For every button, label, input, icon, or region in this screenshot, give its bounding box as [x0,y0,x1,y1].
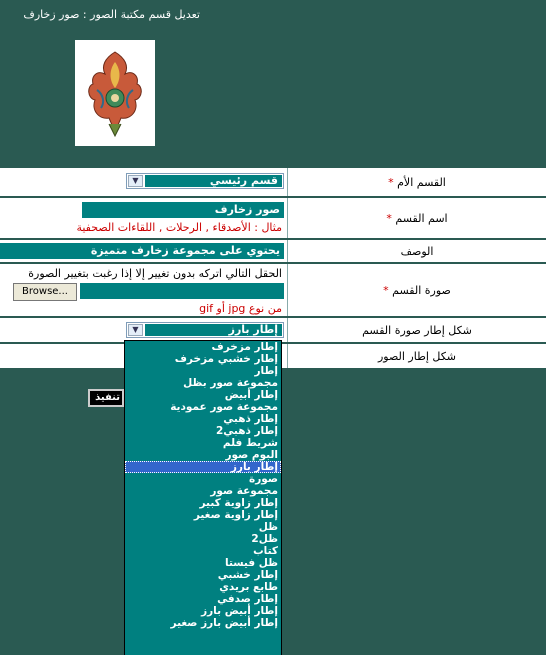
chevron-down-icon: ▼ [128,175,143,187]
dropdown-option[interactable]: طابع بريدي [219,581,278,593]
image-frame-row [0,318,546,342]
dropdown-option[interactable]: إطار ذهبي [223,413,278,425]
description-label: الوصف [400,244,434,258]
page-title: تعديل قسم مكتبة الصور : صور زخارف [23,8,200,21]
parent-section-value: قسم رئيسي [145,175,282,187]
parent-section-label: القسم الأم [397,175,446,189]
dropdown-option[interactable]: شريط فلم [222,437,278,449]
section-image-label: صورة القسم [392,283,451,297]
dropdown-option[interactable]: ظل [258,521,278,533]
section-thumbnail [75,40,155,146]
dropdown-option[interactable]: إطار أبيض [224,389,278,401]
parent-section-row [0,168,546,196]
dropdown-option[interactable]: إطار زاوية صغير [193,509,278,521]
dropdown-option[interactable]: إطار أبيض بارز صغير [170,617,278,629]
description-row [0,240,546,262]
image-frame-select[interactable] [126,322,284,338]
dropdown-option[interactable]: صورة [249,473,278,485]
section-name-example: مثال : الأصدقاء , الرحلات , اللقاءات الصحفية [76,221,282,234]
dropdown-option[interactable]: إطار بارز [125,461,281,473]
dropdown-option[interactable]: إطار أبيض بارز [201,605,278,617]
section-name-input[interactable]: صور زخارف [82,202,284,218]
dropdown-option[interactable]: إطار خشبي [217,569,278,581]
dropdown-option[interactable]: كتاب [253,545,278,557]
dropdown-option[interactable]: ظل2 [251,533,278,545]
dropdown-option[interactable]: إطار صدفي [217,593,278,605]
required-mark: * [386,211,392,225]
image-frame-value: إطار بارز [145,324,282,336]
image-path-input[interactable] [80,283,284,299]
dropdown-option[interactable]: ظل فيستا [225,557,278,569]
images-frame-label: شكل إطار الصور [377,349,457,363]
parent-section-select[interactable] [126,173,284,189]
dropdown-option[interactable]: إطار زاوية كبير [199,497,278,509]
chevron-down-icon: ▼ [128,324,143,336]
dropdown-option[interactable]: إطار مزخرف [211,341,278,353]
dropdown-option[interactable]: إطار ذهبي2 [215,425,278,437]
dropdown-option[interactable]: إطار [254,365,278,377]
section-name-row [0,198,546,238]
section-name-label: اسم القسم [395,211,448,225]
dropdown-option[interactable]: مجموعة صور بظل [183,377,278,389]
image-frame-dropdown-list[interactable] [124,340,282,655]
dropdown-option[interactable]: إطار خشبي مزخرف [174,353,278,365]
browse-button[interactable]: Browse... [13,283,77,301]
image-frame-label: شكل إطار صورة القسم [362,323,472,337]
submit-button[interactable]: تنفيذ [88,389,124,407]
required-mark: * [388,175,394,189]
image-types-note: من نوع jpg أو gif [199,302,282,315]
description-input[interactable]: يحتوي على مجموعة زخارف متميزة [0,243,284,259]
section-image-row [0,264,546,316]
dropdown-option[interactable]: مجموعة صور [210,485,278,497]
required-mark: * [383,283,389,297]
section-image-hint: الحقل التالي اتركه بدون تغيير إلا إذا رغبت بتغيير الصورة [28,267,282,280]
dropdown-option[interactable]: البوم صور [225,449,278,461]
dropdown-option[interactable]: مجموعة صور عمودية [170,401,278,413]
